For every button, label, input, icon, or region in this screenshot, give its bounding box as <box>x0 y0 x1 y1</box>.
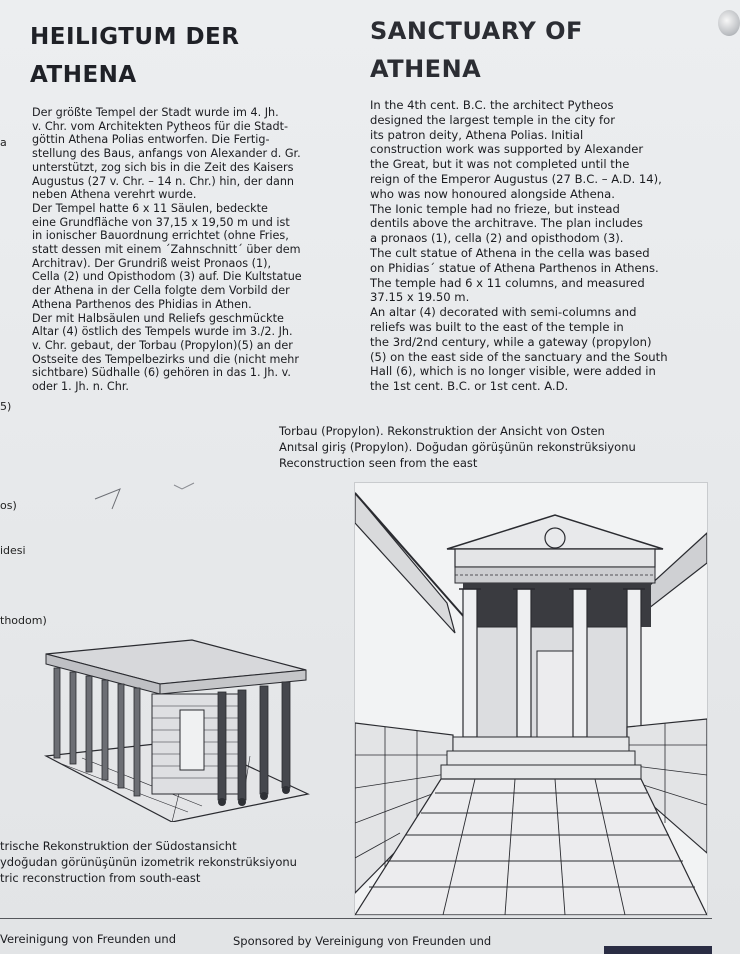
cut-off-text-fragment: idesi <box>0 544 26 557</box>
title-line: SANCTUARY OF <box>370 17 583 45</box>
cut-off-text-fragment: 5) <box>0 400 12 413</box>
mounting-screw <box>718 10 740 36</box>
footer-left-text: Vereinigung von Freunden und <box>0 932 176 946</box>
title-line: ATHENA <box>30 62 137 88</box>
footer-sponsor-text: Sponsored by Vereinigung von Freunden und <box>233 934 492 948</box>
isometric-temple-illustration <box>42 636 310 822</box>
sponsor-logo <box>604 946 712 954</box>
propylon-drawing-illustration <box>355 483 707 915</box>
propylon-caption: Torbau (Propylon). Rekonstruktion der Ansicht von Osten Anıtsal giriş (Propylon). Doğudan görüşünün rekonstrüksiyonu Reconstruction seen from the east <box>279 424 636 470</box>
english-body-text: In the 4th cent. B.C. the architect Pytheos designed the largest temple in the city for its patron deity, Athena Polias. Initial construction work was supported by Alexander the Great, but it was not completed until the reign of the Emperor Augustus (27 B.C. – A.D. 14), who was now honoured alongside Athena. The Ionic temple had no frieze, but instead dentils above the architrave. The plan includes a pronaos (1), cella (2) and opisthodom (3). The cult statue of Athena in the cella was based on Phidias´ statue of Athena Parthenos in Athens. The temple had 6 x 11 columns, and measured 37.15 x 19.50 m. An altar (4) decorated with semi-columns and reliefs was built to the east of the temple in the 3rd/2nd century, while a gateway (propylon) (5) on the east side of the sanctuary and the South Hall (6), which is no longer visible, were added in the 1st cent. B.C. or 1st cent. A.D. <box>370 98 668 394</box>
cut-off-text-fragment: thodom) <box>0 614 47 627</box>
propylon-reconstruction-drawing <box>354 482 708 916</box>
cut-off-text-fragment: a <box>0 136 7 149</box>
title-line: HEILIGTUM DER <box>30 24 240 50</box>
german-body-text: Der größte Tempel der Stadt wurde im 4. Jh. v. Chr. vom Architekten Pytheos für die Stadt- göttin Athena Polias entworfen. Die Fertig- stellung des Baus, anfangs von Alexander d. Gr. unterstützt, zog sich bis in die Zeit des Kaisers Augustus (27 v. Chr. – 14 n. Chr.) hin, der dann neben Athena verehrt wurde. Der Tempel hatte 6 x 11 Säulen, bedeckte eine Grundfläche von 37,15 x 19,50 m und ist in ionischer Bauordnung errichtet (ohne Fries, statt dessen mit einem ´Zahnschnitt´ über dem Architrav). Der Grundriß weist Pronaos (1), Cella (2) und Opisthodom (3) auf. Die Kultstatue der Athena in der Cella folgte dem Vorbild der Athena Parthenos des Phidias in Athen. Der mit Halbsäulen und Reliefs geschmückte Altar (4) östlich des Tempels wurde im 3./2. Jh. v. Chr. gebaut, der Torbau (Propylon)(5) an der Ostseite des Tempelbezirks und die (nicht mehr sichtbare) Südhalle (6) gehören in das 1. Jh. v. oder 1. Jh. n. Chr. <box>32 106 302 394</box>
scratch-marks <box>90 475 220 515</box>
english-title <box>370 12 700 88</box>
cut-off-text-fragment: os) <box>0 499 17 512</box>
footer-divider <box>0 918 712 919</box>
german-title <box>30 18 330 94</box>
isometric-caption: trische Rekonstruktion der Südostansicht ydoğudan görünüşünün izometrik rekonstrüksiyonu tric reconstruction from south-east <box>0 839 297 885</box>
title-line: ATHENA <box>370 55 482 83</box>
